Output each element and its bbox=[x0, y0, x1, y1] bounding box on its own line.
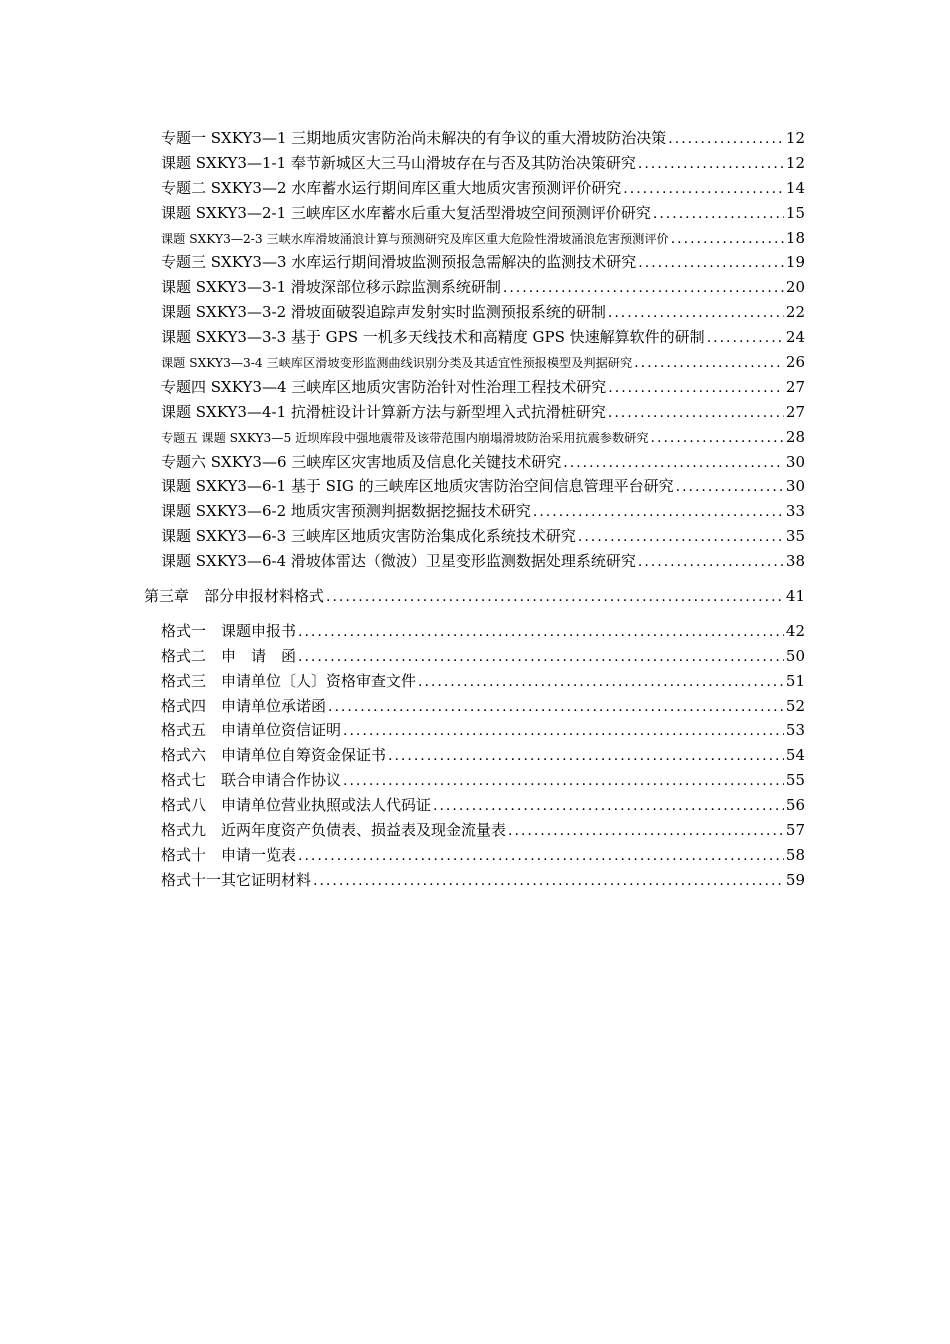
toc-entry-title: 格式三 申请单位〔人〕资格审查文件 bbox=[161, 671, 417, 690]
toc-entry-page: 51 bbox=[785, 671, 805, 690]
leader-dots bbox=[328, 695, 784, 720]
leader-dots bbox=[623, 177, 784, 202]
toc-entry-title: 课题 SXKY3—4-1 抗滑桩设计计算新方法与新型埋入式抗滑桩研究 bbox=[161, 402, 606, 421]
leader-dots bbox=[608, 401, 784, 426]
toc-entry-title: 格式二 申 请 函 bbox=[161, 646, 297, 665]
toc-entry-title: 格式十 申请一览表 bbox=[161, 845, 297, 864]
toc-entry-title: 课题 SXKY3—6-2 地质灾害预测判据数据挖掘技术研究 bbox=[161, 502, 531, 521]
toc-entry-page: 20 bbox=[785, 278, 805, 297]
toc-format-entry[interactable] bbox=[161, 743, 805, 768]
toc-entry[interactable] bbox=[161, 201, 805, 226]
leader-dots bbox=[388, 744, 784, 769]
toc-format-entry[interactable] bbox=[161, 868, 805, 893]
leader-dots bbox=[418, 670, 784, 695]
leader-dots bbox=[634, 351, 784, 376]
toc-entry[interactable] bbox=[161, 474, 805, 499]
toc-entry[interactable] bbox=[161, 250, 805, 275]
leader-dots bbox=[668, 127, 784, 152]
toc-entry-page: 19 bbox=[785, 253, 805, 272]
toc-entry-page: 58 bbox=[785, 845, 805, 864]
toc-entry-page: 22 bbox=[785, 303, 805, 322]
leader-dots bbox=[313, 869, 784, 894]
toc-entry-title: 课题 SXKY3—3-4 三峡库区滑坡变形监测曲线识别分类及其适宜性预报模型及判据研究 bbox=[161, 356, 633, 371]
leader-dots bbox=[653, 202, 784, 227]
toc-entry-page: 15 bbox=[785, 203, 805, 222]
toc-entry-page: 12 bbox=[785, 153, 805, 172]
leader-dots bbox=[638, 251, 784, 276]
leader-dots bbox=[298, 645, 784, 670]
leader-dots bbox=[608, 301, 784, 326]
toc-entry-page: 26 bbox=[785, 353, 805, 372]
toc-entry[interactable] bbox=[161, 549, 805, 574]
toc-entry-page: 35 bbox=[785, 527, 805, 546]
toc-entry-page: 56 bbox=[785, 796, 805, 815]
leader-dots bbox=[676, 475, 784, 500]
toc-entry-page: 30 bbox=[785, 477, 805, 496]
toc-format-entry[interactable] bbox=[161, 818, 805, 843]
toc-entry[interactable] bbox=[161, 300, 805, 325]
toc-entry-title: 格式六 申请单位自筹资金保证书 bbox=[161, 746, 387, 765]
toc-entry[interactable] bbox=[161, 325, 805, 350]
leader-dots bbox=[298, 844, 784, 869]
toc-entry-title: 格式一 课题申报书 bbox=[161, 621, 297, 640]
toc-entry-title: 专题四 SXKY3—4 三峡库区地质灾害防治针对性治理工程技术研究 bbox=[161, 377, 607, 396]
toc-entry-title: 专题五 课题 SXKY3—5 近坝库段中强地震带及该带范围内崩塌滑坡防治采用抗震参数研究 bbox=[161, 430, 649, 445]
toc-entry-page: 28 bbox=[785, 427, 805, 446]
toc-entry-page: 12 bbox=[785, 129, 805, 147]
toc-entry[interactable] bbox=[161, 499, 805, 524]
toc-entry[interactable] bbox=[161, 226, 805, 251]
toc-entry-title: 专题二 SXKY3—2 水库蓄水运行期间库区重大地质灾害预测评价研究 bbox=[161, 178, 622, 197]
toc-entry-title: 课题 SXKY3—3-3 基于 GPS 一机多天线技术和高精度 GPS 快速解算软件的研制 bbox=[161, 328, 705, 347]
toc-entry-title: 课题 SXKY3—6-1 基于 SIG 的三峡库区地质灾害防治空间信息管理平台研究 bbox=[161, 477, 674, 496]
toc-entry-page: 24 bbox=[785, 328, 805, 347]
leader-dots bbox=[343, 719, 784, 744]
toc-entry-title: 格式十一其它证明材料 bbox=[161, 870, 312, 889]
toc-entry[interactable] bbox=[161, 126, 805, 151]
leader-dots bbox=[563, 451, 784, 476]
toc-entry[interactable] bbox=[161, 425, 805, 450]
toc-entry-page: 53 bbox=[785, 721, 805, 740]
leader-dots bbox=[638, 152, 784, 177]
toc-entry-page: 57 bbox=[785, 821, 805, 840]
toc-entry[interactable] bbox=[161, 151, 805, 176]
toc-entry-page: 54 bbox=[785, 746, 805, 765]
toc-entry[interactable] bbox=[161, 275, 805, 300]
toc-entry-title: 格式八 申请单位营业执照或法人代码证 bbox=[161, 796, 432, 815]
leader-dots bbox=[326, 585, 784, 610]
toc-entry-page: 55 bbox=[785, 771, 805, 790]
toc-entry-title: 格式四 申请单位承诺函 bbox=[161, 696, 327, 715]
toc-entry-title: 专题三 SXKY3—3 水库运行期间滑坡监测预报急需解决的监测技术研究 bbox=[161, 253, 637, 272]
leader-dots bbox=[651, 426, 784, 451]
toc-format-entry[interactable] bbox=[161, 718, 805, 743]
leader-dots bbox=[343, 769, 784, 794]
toc-format-entry[interactable] bbox=[161, 669, 805, 694]
toc-entry-title: 格式七 联合申请合作协议 bbox=[161, 771, 342, 790]
toc-chapter-entry[interactable] bbox=[144, 584, 805, 609]
leader-dots bbox=[298, 620, 784, 645]
toc-format-entry[interactable] bbox=[161, 619, 805, 644]
toc-chapter-title: 第三章 部分申报材料格式 bbox=[144, 587, 325, 606]
toc-entry-title: 课题 SXKY3—3-2 滑坡面破裂追踪声发射实时监测预报系统的研制 bbox=[161, 303, 606, 322]
toc-entry-page: 33 bbox=[785, 502, 805, 521]
table-of-contents bbox=[0, 126, 950, 893]
toc-entry-title: 课题 SXKY3—1-1 奉节新城区大三马山滑坡存在与否及其防治决策研究 bbox=[161, 153, 636, 172]
toc-chapter-page: 41 bbox=[785, 587, 805, 606]
toc-entry-title: 课题 SXKY3—6-3 三峡库区地质灾害防治集成化系统技术研究 bbox=[161, 527, 576, 546]
toc-format-entry[interactable] bbox=[161, 644, 805, 669]
toc-entry-page: 27 bbox=[785, 402, 805, 421]
toc-entry[interactable] bbox=[161, 176, 805, 201]
toc-format-entry[interactable] bbox=[161, 843, 805, 868]
toc-format-entry[interactable] bbox=[161, 768, 805, 793]
toc-entry-page: 52 bbox=[785, 696, 805, 715]
leader-dots bbox=[608, 376, 784, 401]
toc-entry-title: 格式五 申请单位资信证明 bbox=[161, 721, 342, 740]
toc-entry-title: 课题 SXKY3—6-4 滑坡体雷达（微波）卫星变形监测数据处理系统研究 bbox=[161, 552, 636, 571]
toc-entry-title: 专题六 SXKY3—6 三峡库区灾害地质及信息化关键技术研究 bbox=[161, 452, 562, 471]
toc-entry-page: 59 bbox=[785, 870, 805, 889]
leader-dots bbox=[533, 500, 784, 525]
leader-dots bbox=[638, 550, 784, 575]
toc-entry-title: 专题一 SXKY3—1 三期地质灾害防治尚未解决的有争议的重大滑坡防治决策 bbox=[161, 129, 667, 147]
leader-dots bbox=[578, 525, 784, 550]
leader-dots bbox=[707, 326, 784, 351]
toc-entry-title: 课题 SXKY3—2-1 三峡库区水库蓄水后重大复活型滑坡空间预测评价研究 bbox=[161, 203, 651, 222]
leader-dots bbox=[433, 794, 784, 819]
toc-entry[interactable] bbox=[161, 350, 805, 375]
toc-format-entry[interactable] bbox=[161, 694, 805, 719]
toc-entry[interactable] bbox=[161, 524, 805, 549]
toc-entry-page: 50 bbox=[785, 646, 805, 665]
toc-format-entry[interactable] bbox=[161, 793, 805, 818]
leader-dots bbox=[503, 276, 784, 301]
toc-entry[interactable] bbox=[161, 375, 805, 400]
toc-entry-page: 38 bbox=[785, 552, 805, 571]
leader-dots bbox=[671, 227, 784, 252]
toc-entry[interactable] bbox=[161, 400, 805, 425]
toc-entry[interactable] bbox=[161, 450, 805, 475]
toc-entry-title: 格式九 近两年度资产负债表、损益表及现金流量表 bbox=[161, 821, 507, 840]
toc-entry-page: 42 bbox=[785, 621, 805, 640]
toc-entry-title: 课题 SXKY3—3-1 滑坡深部位移示踪监测系统研制 bbox=[161, 278, 501, 297]
leader-dots bbox=[508, 819, 784, 844]
toc-entry-page: 30 bbox=[785, 452, 805, 471]
toc-entry-page: 14 bbox=[785, 178, 805, 197]
toc-entry-title: 课题 SXKY3—2-3 三峡水库滑坡涌浪计算与预测研究及库区重大危险性滑坡涌浪危害预测评价 bbox=[161, 231, 669, 246]
toc-entry-page: 18 bbox=[785, 228, 805, 247]
toc-entry-page: 27 bbox=[785, 377, 805, 396]
